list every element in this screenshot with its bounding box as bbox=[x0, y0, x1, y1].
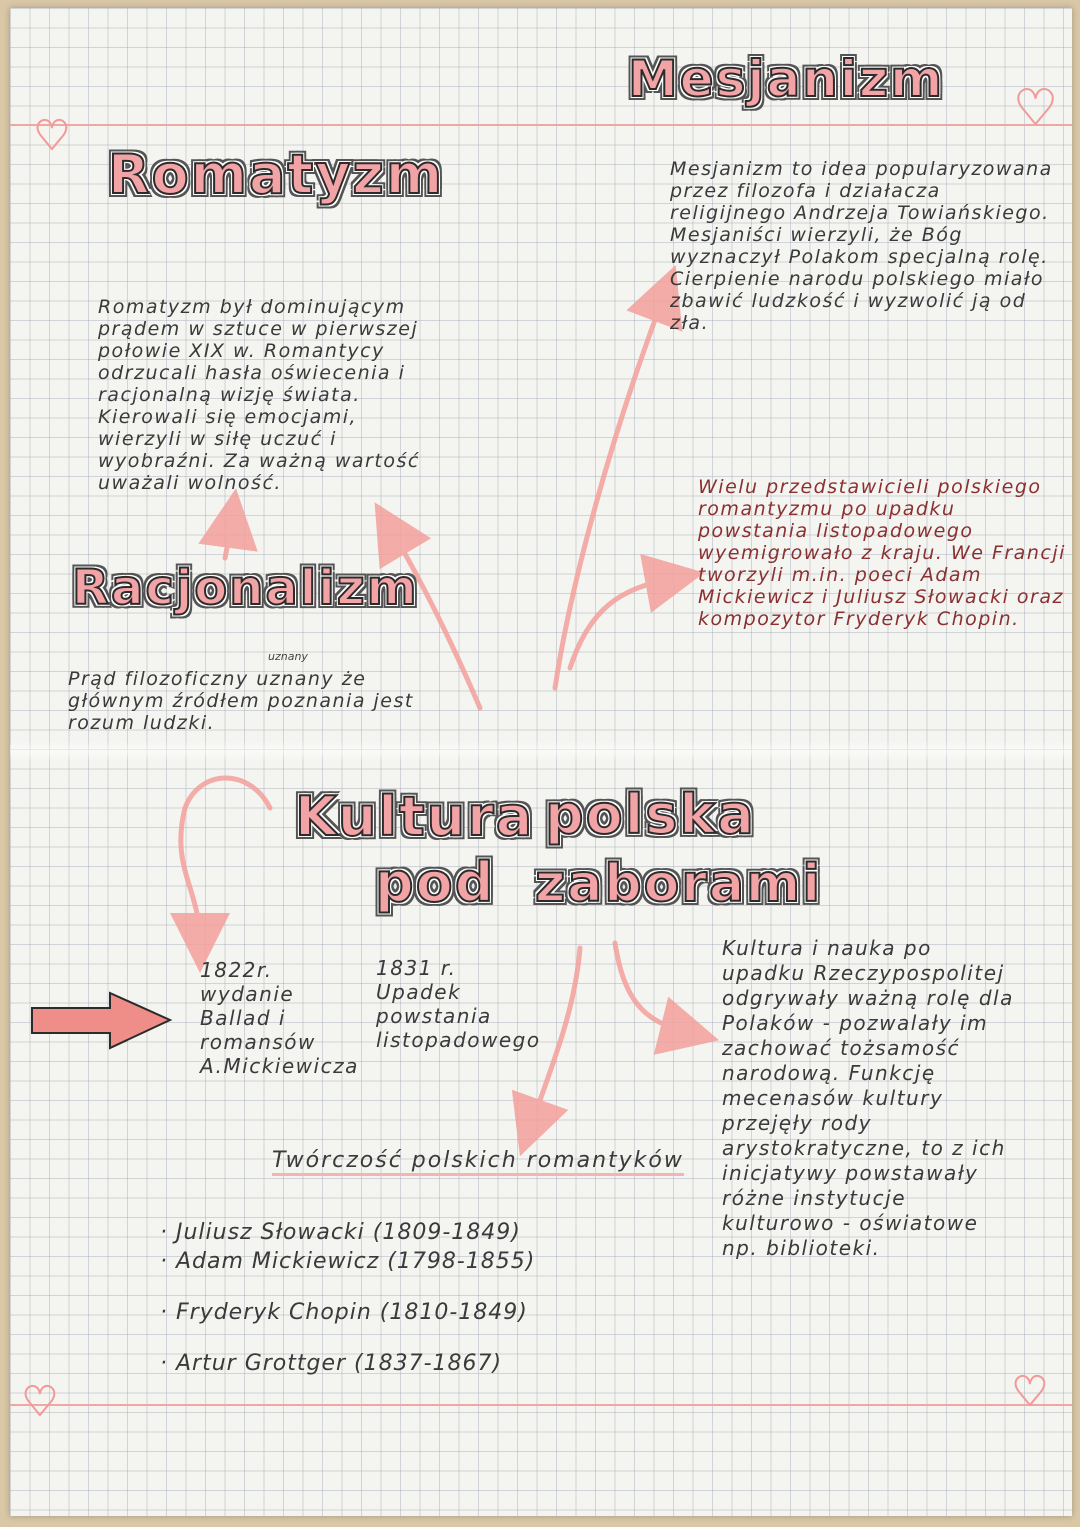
arrow-to-1822 bbox=[181, 778, 270, 943]
heart-icon: ♥ bbox=[1012, 1369, 1048, 1415]
artist-list bbox=[160, 1220, 535, 1402]
list-item: · Juliusz Słowacki (1809-1849) bbox=[160, 1220, 535, 1245]
note-racjonalizm: Prąd filozoficzny uznany że głównym źródłem poznania jest rozum ludzki. bbox=[68, 668, 414, 734]
big-arrow-icon bbox=[32, 993, 170, 1048]
arrow-to-romantyzm-from-racjonalizm bbox=[225, 518, 232, 558]
heart-icon: ♥ bbox=[34, 113, 70, 159]
title-racjonalizm: Racjonalizm bbox=[72, 560, 419, 616]
note-1822: 1822r. wydanie Ballad i romansów A.Mickiewicza bbox=[200, 958, 359, 1078]
title-kultura: Kultura bbox=[295, 785, 535, 848]
heart-icon: ♥ bbox=[1014, 80, 1058, 136]
title-polska: polska bbox=[545, 783, 756, 846]
note-mesjanizm: Mesjanizm to idea popularyzowana przez filozofa i działacza religijnego Andrzeja Towiańskiego. Mesjaniści wierzyli, że Bóg wyznaczył Polakom specjalną rolę. Cierpienie narodu polskiego miało zbawić ludzkość i wyzwolić ją od zła. bbox=[670, 158, 1053, 334]
note-kultura: Kultura i nauka po upadku Rzeczypospolitej odgrywały ważną rolę dla Polaków - pozwalały im zachować tożsamość narodową. Funkcję mecenasów kultury przejęły rody arystokratyczne, to z ich inicjatywy powstawały różne instytucje kulturowo - oświatowe np. biblioteki. bbox=[722, 936, 1014, 1260]
subheading-tworczosc: Twórczość polskich romantyków bbox=[272, 1148, 684, 1173]
list-item: · Fryderyk Chopin (1810-1849) bbox=[160, 1300, 535, 1325]
list-item: · Adam Mickiewicz (1798-1855) bbox=[160, 1249, 535, 1274]
note-emigracja: Wielu przedstawicieli polskiego romantyzmu po upadku powstania listopadowego wyemigrowało z kraju. We Francji tworzyli m.in. poeci Adam Mickiewicz i Juliusz Słowacki oraz kompozytor Fryderyk Chopin. bbox=[698, 476, 1066, 630]
note-1831: 1831 r. Upadek powstania listopadowego bbox=[376, 956, 541, 1052]
title-zaborami: zaborami bbox=[535, 854, 823, 914]
arrow-to-kultura-note bbox=[615, 943, 690, 1033]
notebook-page bbox=[10, 8, 1072, 1516]
title-pod: pod bbox=[375, 851, 496, 914]
note-romantyzm: Romatyzm był dominującym prądem w sztuce w pierwszej połowie XIX w. Romantycy odrzucali hasła oświecenia i racjonalną wizję świata. Kierowali się emocjami, wierzyli w siłę uczuć i wyobraźni. Za ważną wartość uważali wolność. bbox=[98, 296, 420, 494]
list-item: · Artur Grottger (1837-1867) bbox=[160, 1351, 535, 1376]
arrow-to-emigracja bbox=[570, 578, 675, 668]
title-romantyzm: Romatyzm bbox=[108, 143, 445, 206]
arrow-to-mesjanizm bbox=[555, 293, 665, 688]
heart-icon: ♥ bbox=[22, 1379, 58, 1425]
insert-word: uznany bbox=[268, 650, 308, 663]
title-mesjanizm: Mesjanizm bbox=[628, 50, 945, 108]
